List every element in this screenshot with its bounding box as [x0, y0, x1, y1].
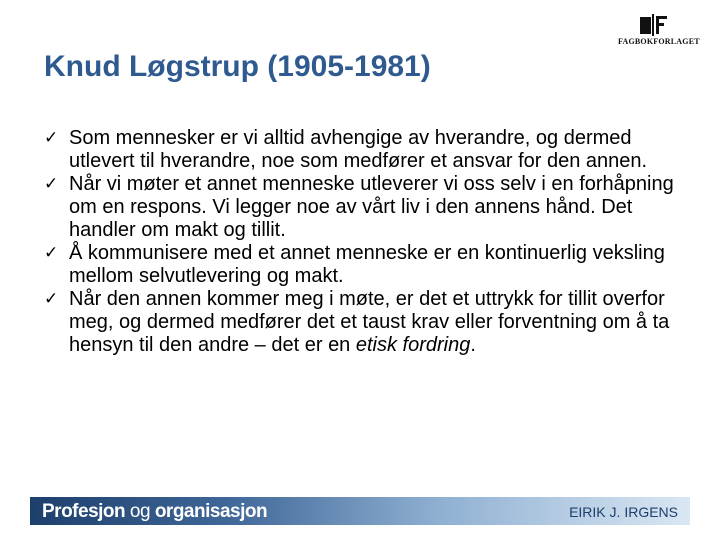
- bullet-item: [44, 173, 694, 242]
- publisher-book-logo-icon: [640, 14, 668, 36]
- bullet-emphasis: etisk fordring: [355, 334, 471, 356]
- check-icon: ✓: [44, 128, 59, 148]
- bullet-item: [44, 288, 694, 357]
- footer-book-title: [42, 501, 267, 523]
- bullet-end: .: [470, 334, 476, 356]
- bullet-list: [44, 127, 694, 357]
- footer-title-word-1: Profesjon: [42, 501, 126, 522]
- check-icon: ✓: [44, 243, 59, 263]
- publisher-logo: [618, 14, 700, 50]
- bullet-item: [44, 127, 694, 173]
- check-icon: ✓: [44, 289, 59, 309]
- bullet-text: Å kommunisere med et annet menneske er en kontinuerlig veksling mellom selvutlevering og makt.: [69, 242, 665, 287]
- bullet-item: [44, 242, 694, 288]
- bullet-text: Når vi møter et annet menneske utleverer vi oss selv i en forhåpning om en respons. Vi legger noe av vårt liv i den annens hånd. Det handler om makt og tillit.: [69, 173, 674, 241]
- footer-author: EIRIK J. IRGENS: [569, 504, 678, 520]
- bullet-text: Som mennesker er vi alltid avhengige av hverandre, og dermed utlevert til hverandre, noe som medfører et ansvar for den annen.: [69, 127, 648, 172]
- check-icon: ✓: [44, 174, 59, 194]
- bullet-text: Når den annen kommer meg i møte, er det et uttrykk for tillit overfor meg, og dermed medfører det et taust krav eller forventning om å ta hensyn til den andre – det er en: [69, 288, 670, 356]
- publisher-logo-text: FAGBOKFORLAGET: [618, 37, 700, 46]
- footer-title-word-3: organisasjon: [154, 501, 268, 522]
- slide-title: Knud Løgstrup (1905-1981): [44, 50, 431, 83]
- footer-title-word-2: og: [125, 501, 155, 522]
- footer-banner: [30, 497, 690, 525]
